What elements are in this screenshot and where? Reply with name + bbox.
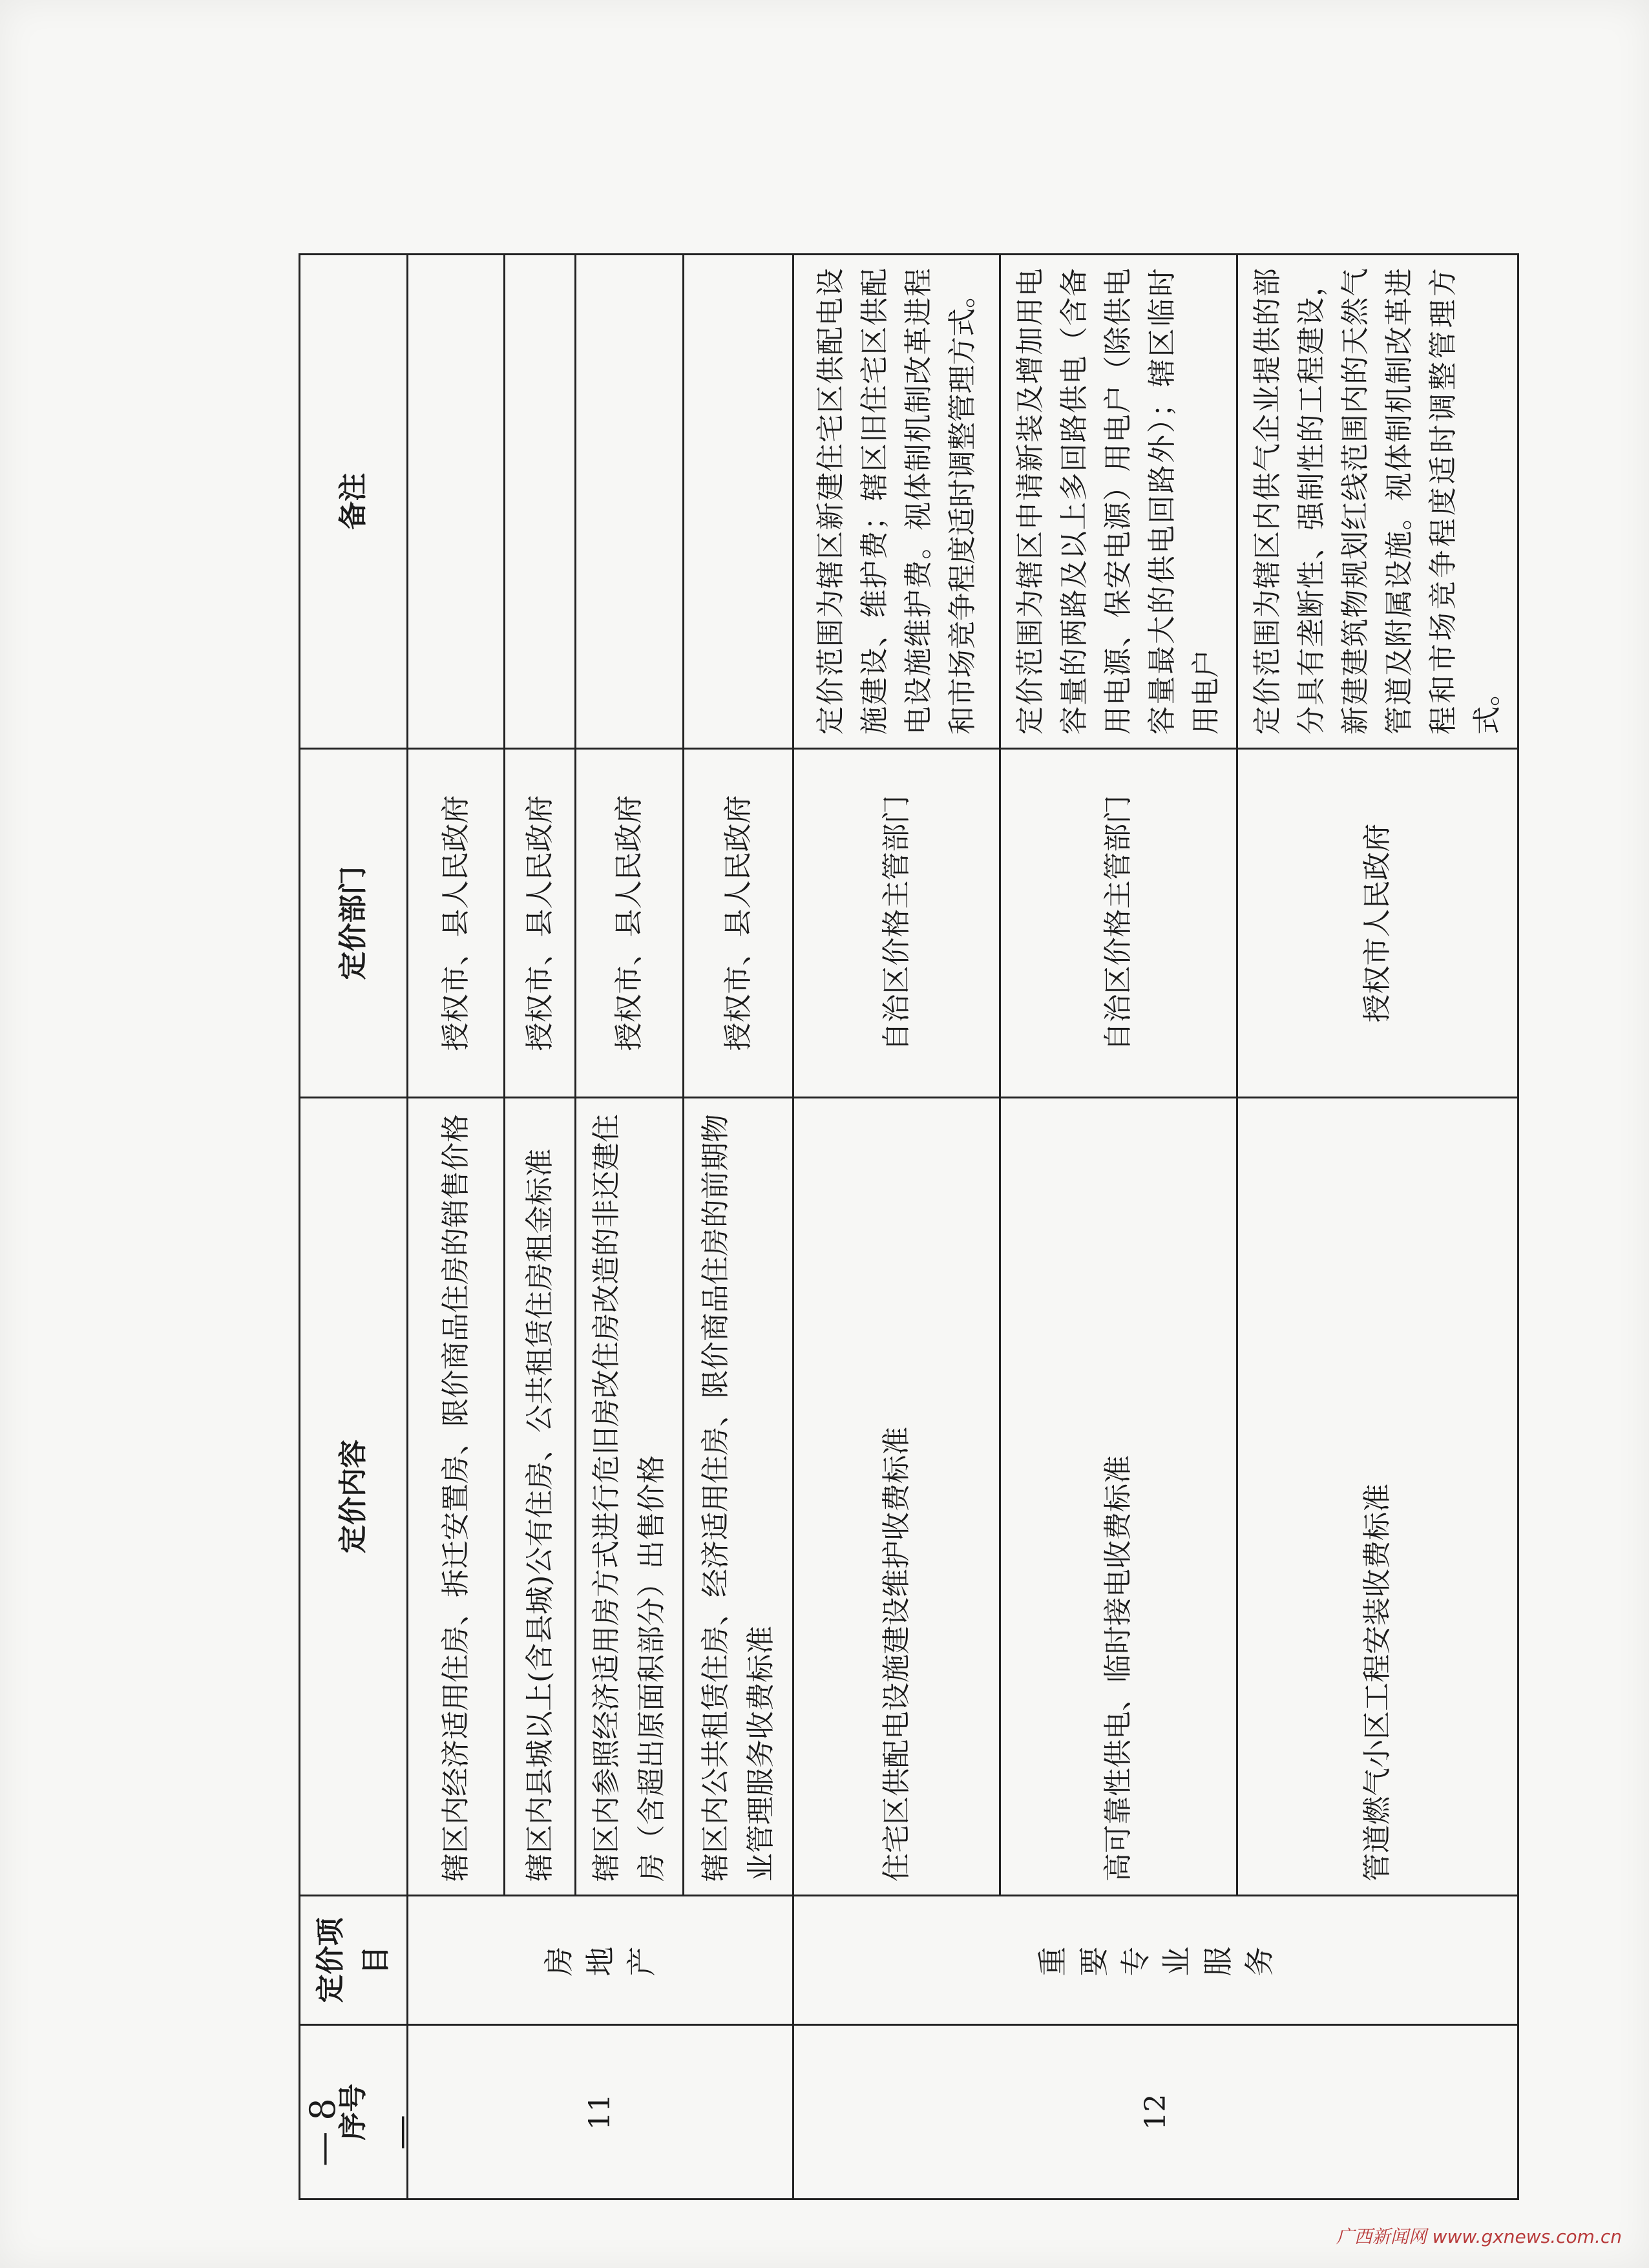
table-row xyxy=(793,255,1000,2200)
pricing-table-rotated xyxy=(299,255,1504,2200)
header-seq: 序号 xyxy=(300,2025,408,2200)
content-cell: 管道燃气小区工程安装收费标准 xyxy=(1237,1098,1518,1896)
note-cell: 定价范围为辖区内供气企业提供的部分具有垄断性、强制性的工程建设，新建建筑物规划红线范围内的天然气管道及附属设施。视体制机制改革进程和市场竞争程度适时调整管理方式。 xyxy=(1237,255,1518,749)
note-cell xyxy=(684,255,793,749)
header-dept: 定价部门 xyxy=(300,749,408,1098)
header-row xyxy=(300,255,408,2200)
dept-cell: 授权市、县人民政府 xyxy=(684,749,793,1098)
dept-cell: 授权市、县人民政府 xyxy=(505,749,576,1098)
content-cell: 辖区内公共租赁住房、经济适用住房、限价商品住房的前期物业管理服务收费标准 xyxy=(684,1098,793,1896)
content-cell: 辖区内参照经济适用房方式进行危旧房改住房改造的非还建住房（含超出原面积部分）出售价格 xyxy=(576,1098,684,1896)
item-cell xyxy=(408,1896,793,2025)
note-cell: 定价范围为辖区新建住宅区供配电设施建设、维护费；辖区旧住宅区供配电设施维护费。视体制机制改革进程和市场竞争程度适时调整管理方式。 xyxy=(793,255,1000,749)
content-cell: 辖区内经济适用住房、拆迁安置房、限价商品住房的销售价格 xyxy=(408,1098,505,1896)
item-label: 房地产 xyxy=(541,1944,659,1977)
content-cell: 高可靠性供电、临时接电收费标准 xyxy=(1000,1098,1237,1896)
table-row xyxy=(408,255,505,2200)
site-watermark: 广西新闻网 www.gxnews.com.cn xyxy=(1336,2226,1622,2247)
note-cell xyxy=(408,255,505,749)
seq-cell: 11 xyxy=(408,2025,793,2200)
dept-cell: 授权市、县人民政府 xyxy=(576,749,684,1098)
pricing-table xyxy=(299,253,1519,2200)
dept-cell: 授权市、县人民政府 xyxy=(408,749,505,1098)
note-cell xyxy=(576,255,684,749)
dept-cell: 自治区价格主管部门 xyxy=(793,749,1000,1098)
item-cell xyxy=(793,1896,1518,2025)
item-label: 重要专业服务 xyxy=(1035,1944,1277,1977)
header-note: 备注 xyxy=(300,255,408,749)
content-cell: 住宅区供配电设施建设维护收费标准 xyxy=(793,1098,1000,1896)
dept-cell: 自治区价格主管部门 xyxy=(1000,749,1237,1098)
seq-cell: 12 xyxy=(793,2025,1518,2200)
header-content: 定价内容 xyxy=(300,1098,408,1896)
header-item: 定价项目 xyxy=(300,1896,408,2025)
dept-cell: 授权市人民政府 xyxy=(1237,749,1518,1098)
note-cell xyxy=(505,255,576,749)
page-number: — 8 — xyxy=(302,2098,421,2167)
note-cell: 定价范围为辖区申请新装及增加用电容量的两路及以上多回路供电（含备用电源、保安电源）用电户（除供电容量最大的供电回路外）；辖区临时用电户 xyxy=(1000,255,1237,749)
content-cell: 辖区内县城以上(含县城)公有住房、公共租赁住房租金标准 xyxy=(505,1098,576,1896)
